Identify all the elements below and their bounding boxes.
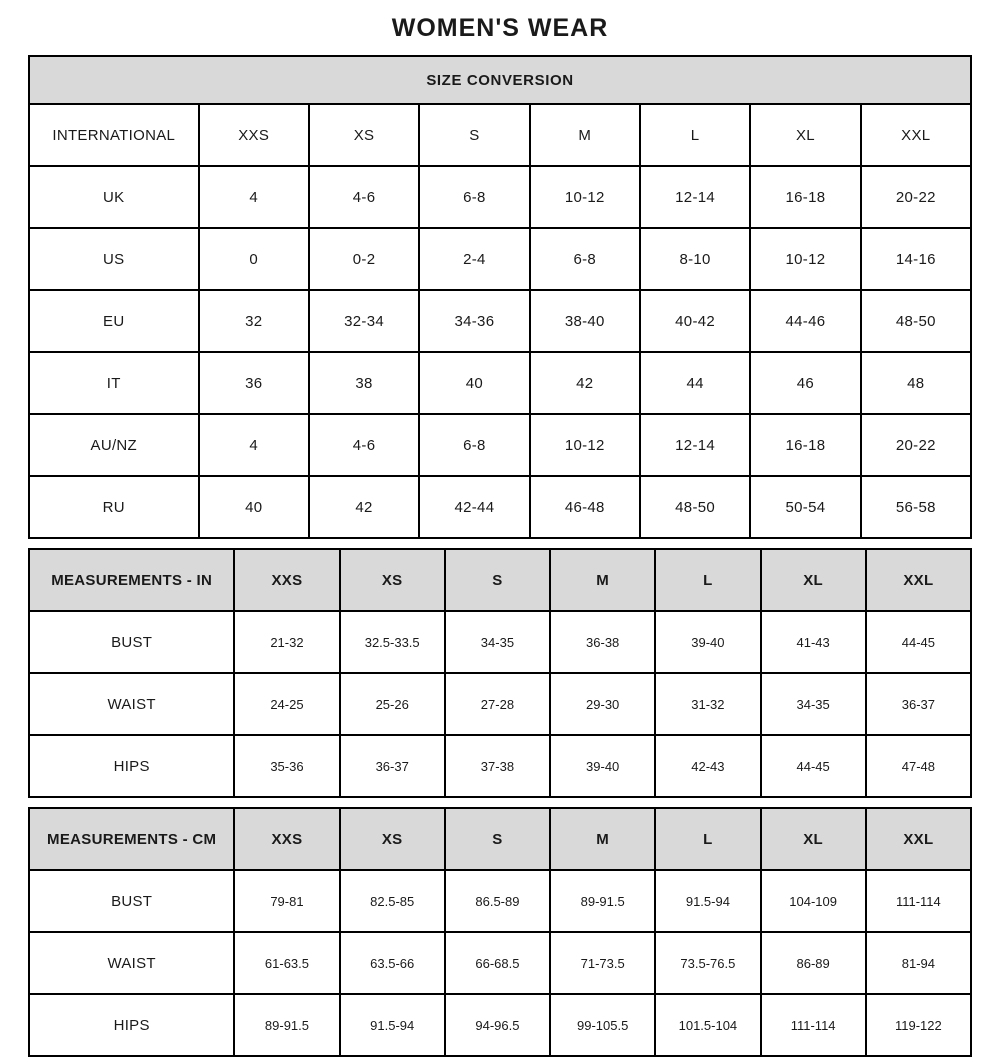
row-label: RU bbox=[29, 476, 199, 538]
size-value-cell: 38 bbox=[309, 352, 419, 414]
row-label: WAIST bbox=[29, 673, 234, 735]
measurement-value-cell: 47-48 bbox=[866, 735, 971, 797]
measurement-value-cell: 42-43 bbox=[655, 735, 760, 797]
size-value-cell: 20-22 bbox=[861, 166, 971, 228]
size-value-cell: 42 bbox=[309, 476, 419, 538]
table-row bbox=[29, 476, 971, 538]
row-label: EU bbox=[29, 290, 199, 352]
size-value-cell: 10-12 bbox=[530, 166, 640, 228]
row-label: WAIST bbox=[29, 932, 234, 994]
measurement-value-cell: 39-40 bbox=[655, 611, 760, 673]
page-title: WOMEN'S WEAR bbox=[391, 14, 609, 42]
table-row bbox=[29, 673, 971, 735]
measurement-value-cell: 44-45 bbox=[761, 735, 866, 797]
size-value-cell: 6-8 bbox=[530, 228, 640, 290]
size-column-header: L bbox=[655, 549, 760, 611]
size-value-cell: 44-46 bbox=[750, 290, 860, 352]
size-value-cell: 6-8 bbox=[419, 414, 529, 476]
system-column-header: INTERNATIONAL bbox=[29, 104, 199, 166]
measurement-value-cell: 71-73.5 bbox=[550, 932, 655, 994]
size-column-header: XL bbox=[761, 808, 866, 870]
size-value-cell: 44 bbox=[640, 352, 750, 414]
measurement-value-cell: 21-32 bbox=[234, 611, 339, 673]
size-column-header: XS bbox=[340, 549, 445, 611]
measurement-value-cell: 119-122 bbox=[866, 994, 971, 1056]
table-row bbox=[29, 352, 971, 414]
table-row bbox=[29, 870, 971, 932]
size-value-cell: 0-2 bbox=[309, 228, 419, 290]
size-value-cell: 14-16 bbox=[861, 228, 971, 290]
size-value-cell: 6-8 bbox=[419, 166, 529, 228]
size-value-cell: 38-40 bbox=[530, 290, 640, 352]
size-value-cell: 4 bbox=[199, 166, 309, 228]
size-value-cell: 10-12 bbox=[750, 228, 860, 290]
measurement-value-cell: 24-25 bbox=[234, 673, 339, 735]
measurement-value-cell: 37-38 bbox=[445, 735, 550, 797]
size-conversion-body bbox=[29, 56, 971, 538]
row-label: BUST bbox=[29, 870, 234, 932]
size-value-cell: 40 bbox=[419, 352, 529, 414]
size-value-cell: 36 bbox=[199, 352, 309, 414]
measurement-value-cell: 61-63.5 bbox=[234, 932, 339, 994]
measurement-value-cell: 104-109 bbox=[761, 870, 866, 932]
measurements-in-table bbox=[28, 548, 972, 798]
measurement-value-cell: 63.5-66 bbox=[340, 932, 445, 994]
size-column-header: XXS bbox=[234, 808, 339, 870]
measurement-value-cell: 35-36 bbox=[234, 735, 339, 797]
table-row bbox=[29, 228, 971, 290]
size-value-cell: 48 bbox=[861, 352, 971, 414]
size-value-cell: 50-54 bbox=[750, 476, 860, 538]
measurement-value-cell: 36-37 bbox=[340, 735, 445, 797]
size-value-cell: 4-6 bbox=[309, 414, 419, 476]
measurement-value-cell: 89-91.5 bbox=[234, 994, 339, 1056]
measurement-value-cell: 44-45 bbox=[866, 611, 971, 673]
size-column-header: XL bbox=[761, 549, 866, 611]
measurement-value-cell: 29-30 bbox=[550, 673, 655, 735]
measurement-value-cell: 32.5-33.5 bbox=[340, 611, 445, 673]
table-row bbox=[29, 56, 971, 104]
size-column-header: S bbox=[445, 808, 550, 870]
size-value-cell: 12-14 bbox=[640, 166, 750, 228]
measurement-value-cell: 36-38 bbox=[550, 611, 655, 673]
row-label: IT bbox=[29, 352, 199, 414]
measurement-value-cell: 89-91.5 bbox=[550, 870, 655, 932]
measurement-value-cell: 82.5-85 bbox=[340, 870, 445, 932]
measurement-value-cell: 34-35 bbox=[445, 611, 550, 673]
size-column-header: XL bbox=[750, 104, 860, 166]
measurement-value-cell: 34-35 bbox=[761, 673, 866, 735]
table-row bbox=[29, 166, 971, 228]
table-row bbox=[29, 290, 971, 352]
size-value-cell: 40 bbox=[199, 476, 309, 538]
measurement-value-cell: 94-96.5 bbox=[445, 994, 550, 1056]
size-value-cell: 56-58 bbox=[861, 476, 971, 538]
size-value-cell: 0 bbox=[199, 228, 309, 290]
table-row bbox=[29, 994, 971, 1056]
size-column-header: S bbox=[419, 104, 529, 166]
measurement-value-cell: 111-114 bbox=[761, 994, 866, 1056]
size-column-header: XS bbox=[340, 808, 445, 870]
row-label: US bbox=[29, 228, 199, 290]
size-column-header: M bbox=[530, 104, 640, 166]
measurement-value-cell: 101.5-104 bbox=[655, 994, 760, 1056]
size-value-cell: 12-14 bbox=[640, 414, 750, 476]
size-value-cell: 48-50 bbox=[640, 476, 750, 538]
table-row bbox=[29, 932, 971, 994]
size-column-header: XXL bbox=[866, 808, 971, 870]
size-value-cell: 4 bbox=[199, 414, 309, 476]
size-value-cell: 4-6 bbox=[309, 166, 419, 228]
measurements-in-body bbox=[29, 549, 971, 797]
measurement-value-cell: 73.5-76.5 bbox=[655, 932, 760, 994]
measurements-cm-table bbox=[28, 807, 972, 1057]
table-row bbox=[29, 549, 971, 611]
measurement-value-cell: 91.5-94 bbox=[340, 994, 445, 1056]
size-value-cell: 40-42 bbox=[640, 290, 750, 352]
table-row bbox=[29, 735, 971, 797]
measurements-cm-body bbox=[29, 808, 971, 1056]
size-column-header: XXL bbox=[861, 104, 971, 166]
size-value-cell: 10-12 bbox=[530, 414, 640, 476]
measurement-value-cell: 99-105.5 bbox=[550, 994, 655, 1056]
table-row bbox=[29, 104, 971, 166]
measurement-value-cell: 111-114 bbox=[866, 870, 971, 932]
row-label: HIPS bbox=[29, 735, 234, 797]
size-column-header: XS bbox=[309, 104, 419, 166]
measurement-value-cell: 81-94 bbox=[866, 932, 971, 994]
measurement-value-cell: 66-68.5 bbox=[445, 932, 550, 994]
table-row bbox=[29, 611, 971, 673]
measurement-value-cell: 86.5-89 bbox=[445, 870, 550, 932]
size-value-cell: 16-18 bbox=[750, 414, 860, 476]
size-column-header: L bbox=[655, 808, 760, 870]
table-title-cell: SIZE CONVERSION bbox=[29, 56, 971, 104]
measurement-value-cell: 91.5-94 bbox=[655, 870, 760, 932]
table-title-header: MEASUREMENTS - IN bbox=[29, 549, 234, 611]
size-column-header: S bbox=[445, 549, 550, 611]
table-row bbox=[29, 414, 971, 476]
size-value-cell: 34-36 bbox=[419, 290, 529, 352]
size-column-header: L bbox=[640, 104, 750, 166]
size-value-cell: 20-22 bbox=[861, 414, 971, 476]
size-value-cell: 16-18 bbox=[750, 166, 860, 228]
size-value-cell: 2-4 bbox=[419, 228, 529, 290]
size-value-cell: 46 bbox=[750, 352, 860, 414]
size-value-cell: 8-10 bbox=[640, 228, 750, 290]
table-title-header: MEASUREMENTS - CM bbox=[29, 808, 234, 870]
size-value-cell: 42 bbox=[530, 352, 640, 414]
size-value-cell: 32-34 bbox=[309, 290, 419, 352]
measurement-value-cell: 86-89 bbox=[761, 932, 866, 994]
size-value-cell: 32 bbox=[199, 290, 309, 352]
row-label: BUST bbox=[29, 611, 234, 673]
measurement-value-cell: 41-43 bbox=[761, 611, 866, 673]
measurement-value-cell: 27-28 bbox=[445, 673, 550, 735]
size-column-header: XXS bbox=[234, 549, 339, 611]
size-value-cell: 48-50 bbox=[861, 290, 971, 352]
measurement-value-cell: 31-32 bbox=[655, 673, 760, 735]
measurement-value-cell: 79-81 bbox=[234, 870, 339, 932]
row-label: HIPS bbox=[29, 994, 234, 1056]
size-column-header: M bbox=[550, 808, 655, 870]
row-label: AU/NZ bbox=[29, 414, 199, 476]
measurement-value-cell: 25-26 bbox=[340, 673, 445, 735]
row-label: UK bbox=[29, 166, 199, 228]
size-column-header: M bbox=[550, 549, 655, 611]
size-column-header: XXL bbox=[866, 549, 971, 611]
measurement-value-cell: 36-37 bbox=[866, 673, 971, 735]
size-column-header: XXS bbox=[199, 104, 309, 166]
size-value-cell: 42-44 bbox=[419, 476, 529, 538]
size-value-cell: 46-48 bbox=[530, 476, 640, 538]
measurement-value-cell: 39-40 bbox=[550, 735, 655, 797]
table-row bbox=[29, 808, 971, 870]
size-conversion-table bbox=[28, 55, 972, 539]
